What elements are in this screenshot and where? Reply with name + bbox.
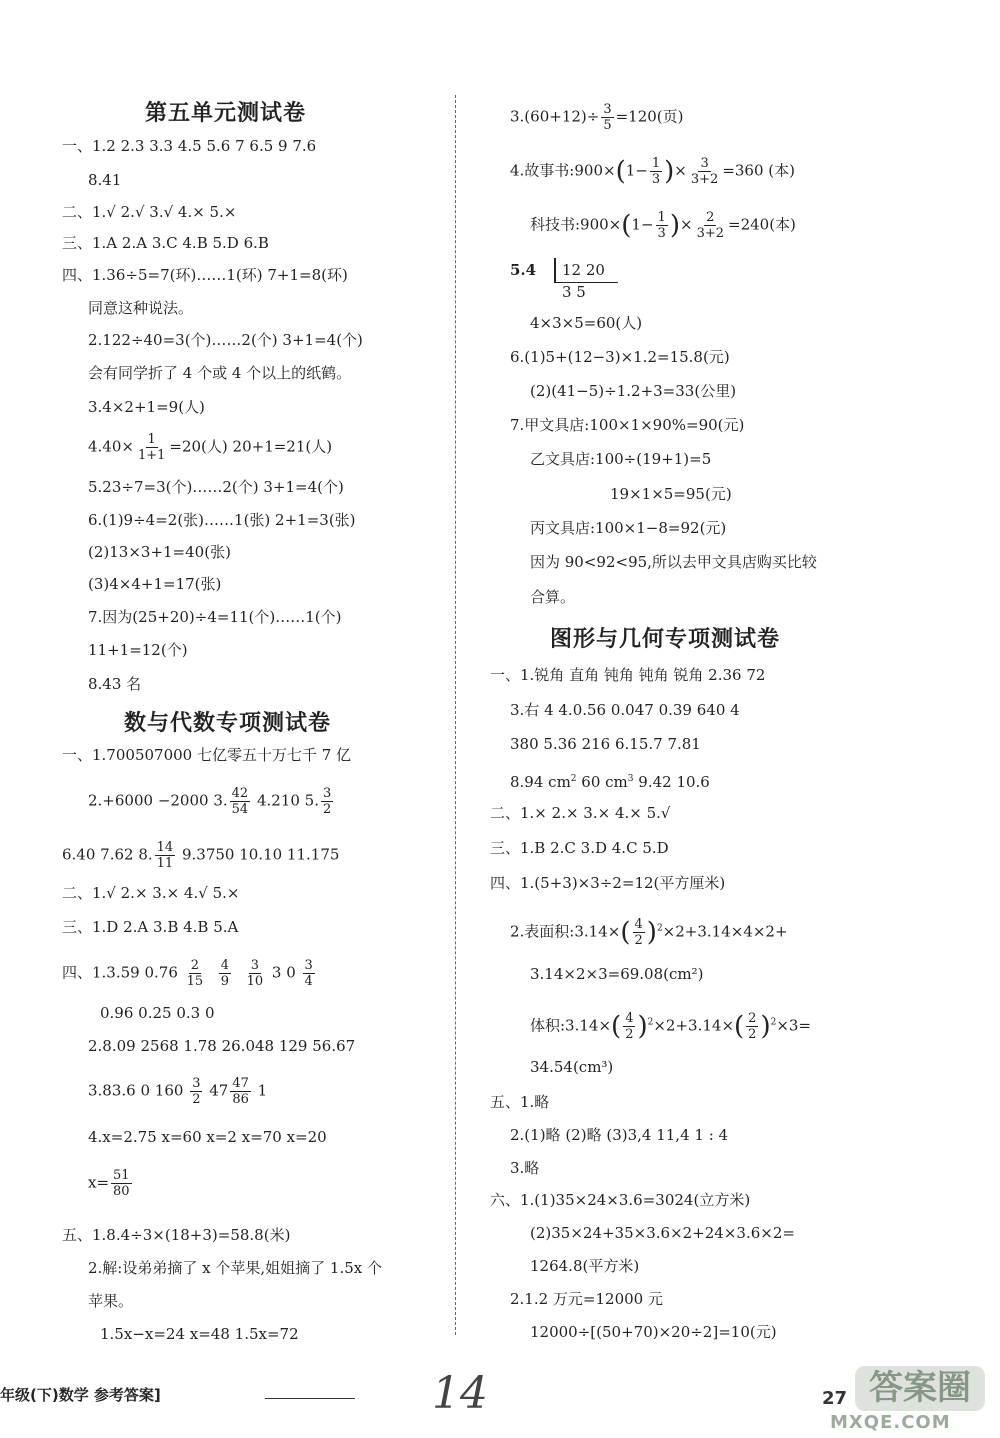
r-line-3 xyxy=(530,210,796,241)
alg-line-15: 1.5x−x=24 x=48 1.5x=72 xyxy=(100,1325,299,1343)
fraction: $\frac{47}{86}$ xyxy=(232,1076,249,1107)
g-line-11: 34.54(cm³) xyxy=(530,1058,614,1076)
alg-line-11 xyxy=(88,1168,134,1199)
alg-line-4: 二、1.√ 2.× 3.× 4.√ 5.× xyxy=(62,884,240,902)
alg-line-8: 2.8.09 2568 1.78 26.048 129 56.67 xyxy=(88,1037,356,1055)
text: 1− xyxy=(625,161,648,180)
r-line-9: 乙文具店:100÷(19+1)=5 xyxy=(530,450,712,468)
u5-line-14: (3)4×4+1=17(张) xyxy=(88,575,222,593)
alg-line-13: 2.解:设弟弟摘了 x 个苹果,姐姐摘了 1.5x 个 xyxy=(88,1259,382,1277)
r-line-8: 7.甲文具店:100×1×90%=90(元) xyxy=(510,416,745,434)
fraction: $\frac{51}{80}$ xyxy=(113,1168,130,1199)
text: x= xyxy=(88,1173,110,1192)
alg-line-2 xyxy=(88,786,335,817)
u5-line-15: 7.因为(25+20)÷4=11(个)……1(个) xyxy=(88,608,342,626)
fraction: $\frac{3}{3+2}$ xyxy=(690,156,719,187)
u5-line-4: 三、1.A 2.A 3.C 4.B 5.D 6.B xyxy=(62,234,269,252)
g-line-10 xyxy=(530,1011,811,1042)
u5-line-11: 5.23÷7=3(个)……2(个) 3+1=4(个) xyxy=(88,478,344,496)
g-line-5: 二、1.× 2.× 3.× 4.× 5.√ xyxy=(490,804,671,822)
g-line-9: 3.14×2×3=69.08(cm²) xyxy=(530,965,704,983)
fraction: $\frac{4}{2}$ xyxy=(634,917,643,948)
r-line-5: 4×3×5=60(人) xyxy=(530,314,643,332)
column-divider xyxy=(455,95,456,1335)
u5-line-2: 8.41 xyxy=(88,171,122,189)
g-line-12: 五、1.略 xyxy=(490,1093,550,1111)
watermark-url: MXQE.COM xyxy=(830,1412,951,1433)
text: ×3= xyxy=(776,1016,812,1035)
u5-line-9: 3.4×2+1=9(人) xyxy=(88,398,205,416)
g-line-16: (2)35×24+35×3.6×2+24×3.6×2= xyxy=(530,1224,795,1242)
text: =360 (本) xyxy=(722,161,795,180)
u5-line-1: 一、1.2 2.3 3.3 4.5 5.6 7 6.5 9 7.6 xyxy=(62,137,317,155)
g-line-4 xyxy=(510,769,710,792)
alg-line-3 xyxy=(62,840,339,871)
text: 3.83.6 0 160 xyxy=(88,1081,189,1100)
paren-open: ( xyxy=(615,156,626,187)
g-line-1: 一、1.锐角 直角 钝角 钝角 锐角 2.36 72 xyxy=(490,666,766,684)
fraction: $\frac{2}{15}$ xyxy=(186,958,204,989)
text: 4.210 5. xyxy=(252,791,319,810)
footer-label: 年级(下)数学 参考答案] xyxy=(0,1386,161,1404)
alg-line-10: 4.x=2.75 x=60 x=2 x=70 x=20 xyxy=(88,1128,327,1146)
fraction: $\frac{3}{5}$ xyxy=(603,102,612,133)
fraction: $\frac{2}{3+2}$ xyxy=(696,210,724,241)
g-line-18: 2.1.2 万元=12000 元 xyxy=(510,1290,663,1308)
text: 3.(60+12)÷ xyxy=(510,107,600,126)
page-number: 27 xyxy=(822,1388,848,1409)
g-line-15: 六、1.(1)35×24×3.6=3024(立方米) xyxy=(490,1191,751,1209)
fraction: $\frac{3}{4}$ xyxy=(304,958,313,989)
g-line-19: 12000÷[(50+70)×20÷2]=10(元) xyxy=(530,1323,777,1341)
text: ×2+3.14×4×2+ xyxy=(662,922,788,941)
g-line-7: 四、1.(5+3)×3÷2=12(平方厘米) xyxy=(490,874,726,892)
text: 8.94 cm xyxy=(510,773,571,791)
alg-line-9 xyxy=(88,1076,267,1107)
text: 9.3750 10.10 11.175 xyxy=(177,845,340,864)
alg-line-5: 三、1.D 2.A 3.B 4.B 5.A xyxy=(62,918,239,936)
r-line-13: 合算。 xyxy=(530,588,576,606)
u5-line-8: 会有同学折了 4 个或 4 个以上的纸鹤。 xyxy=(88,364,352,382)
u5-line-10 xyxy=(88,432,332,463)
fraction: $\frac{3}{10}$ xyxy=(246,958,264,989)
g-line-17: 1264.8(平方米) xyxy=(530,1257,640,1275)
u5-line-5: 四、1.36÷5=7(环)……1(环) 7+1=8(环) xyxy=(62,266,348,284)
paren-open: ( xyxy=(620,917,631,948)
paren-close: ) xyxy=(760,1011,771,1042)
alg-line-7: 0.96 0.25 0.3 0 xyxy=(100,1004,215,1022)
g-line-14: 3.略 xyxy=(510,1159,540,1177)
r-line-10: 19×1×5=95(元) xyxy=(610,485,732,503)
g-line-2: 3.右 4 4.0.56 0.047 0.39 640 4 xyxy=(510,701,740,719)
superscript: 2 xyxy=(647,1017,654,1028)
text: =120(页) xyxy=(615,107,684,126)
r-line-7: (2)(41−5)÷1.2+3=33(公里) xyxy=(530,382,737,400)
g-line-8 xyxy=(510,917,788,948)
division-dividend: 12 20 xyxy=(562,261,605,279)
paren-open: ( xyxy=(611,1011,622,1042)
text: 2.+6000 −2000 3. xyxy=(88,791,228,810)
u5-line-6: 同意这种说法。 xyxy=(88,299,194,317)
fraction: $\frac{3}{2}$ xyxy=(192,1076,201,1107)
r-line-2 xyxy=(510,156,795,187)
alg-line-14: 苹果。 xyxy=(88,1292,134,1310)
u5-l10-suffix: =20(人) 20+1=21(人) xyxy=(169,437,333,456)
fraction: $\frac{3}{2}$ xyxy=(323,786,332,817)
r-line-1 xyxy=(510,102,684,133)
superscript: 2 xyxy=(570,774,577,784)
paren-open: ( xyxy=(734,1011,745,1042)
text: ×2+3.14× xyxy=(653,1016,735,1035)
algebra-title: 数与代数专项测试卷 xyxy=(124,711,332,736)
fraction: $\frac{4}{2}$ xyxy=(625,1011,634,1042)
u5-line-7: 2.122÷40=3(个)……2(个) 3+1=4(个) xyxy=(88,331,363,349)
watermark-logo: 答案圈 xyxy=(855,1366,985,1411)
u5-line-3: 二、1.√ 2.√ 3.√ 4.× 5.× xyxy=(62,203,237,221)
fraction: $\frac{14}{11}$ xyxy=(156,840,174,871)
text: 科技书:900× xyxy=(530,215,622,234)
g-line-3: 380 5.36 216 6.15.7 7.81 xyxy=(510,735,701,753)
u5-line-12: 6.(1)9÷4=2(张)……1(张) 2+1=3(张) xyxy=(88,511,356,529)
text: 四、1.3.59 0.76 xyxy=(62,963,183,982)
unit5-title: 第五单元测试卷 xyxy=(145,101,307,126)
division-label: 5.4 xyxy=(510,261,537,279)
text: 9.42 10.6 xyxy=(633,773,710,791)
text: 60 cm xyxy=(576,773,628,791)
r-line-6: 6.(1)5+(12−3)×1.2=15.8(元) xyxy=(510,348,730,366)
superscript: 2 xyxy=(656,923,663,934)
text: 4.故事书:900× xyxy=(510,161,616,180)
alg-line-1: 一、1.700507000 七亿零五十万七千 7 亿 xyxy=(62,746,352,764)
short-division xyxy=(510,258,630,302)
text: 3 0 xyxy=(267,963,301,982)
r-line-11: 丙文具店:100×1−8=92(元) xyxy=(530,519,727,537)
division-quotient: 3 5 xyxy=(562,283,586,301)
superscript: 3 xyxy=(627,774,634,784)
text: 2.表面积:3.14× xyxy=(510,922,621,941)
u5-line-17: 8.43 名 xyxy=(88,675,142,693)
text: 1 xyxy=(252,1081,268,1100)
paren-close: ) xyxy=(646,917,657,948)
text: 1− xyxy=(631,215,654,234)
fraction: $\frac{1}{3}$ xyxy=(651,156,661,187)
g-line-13: 2.(1)略 (2)略 (3)3,4 11,4 1 : 4 xyxy=(510,1126,729,1144)
geometry-title: 图形与几何专项测试卷 xyxy=(550,627,781,652)
paren-open: ( xyxy=(621,210,632,241)
fraction: $\frac{1}{1+1}$ xyxy=(137,432,166,463)
fraction: $\frac{1}{3}$ xyxy=(657,210,666,241)
fraction: $\frac{4}{9}$ xyxy=(220,958,230,989)
text: 体积:3.14× xyxy=(530,1016,612,1035)
text: × xyxy=(674,161,687,180)
text: 47 xyxy=(204,1081,229,1100)
text: 6.40 7.62 8. xyxy=(62,845,153,864)
text: × xyxy=(679,215,693,234)
text: =240(本) xyxy=(728,215,796,234)
u5-l10-prefix: 4.40× xyxy=(88,437,134,456)
superscript: 2 xyxy=(770,1017,777,1028)
fraction: $\frac{2}{2}$ xyxy=(748,1011,757,1042)
paren-close: ) xyxy=(669,210,680,241)
u5-line-13: (2)13×3+1=40(张) xyxy=(88,543,231,561)
paren-close: ) xyxy=(637,1011,648,1042)
alg-line-6 xyxy=(62,958,317,989)
footer-rule xyxy=(265,1398,355,1399)
fraction: $\frac{42}{54}$ xyxy=(231,786,249,817)
r-line-12: 因为 90<92<95,所以去甲文具店购买比较 xyxy=(530,553,817,571)
handwritten-number: 14 xyxy=(432,1368,488,1419)
g-line-6: 三、1.B 2.C 3.D 4.C 5.D xyxy=(490,839,669,857)
paren-close: ) xyxy=(664,156,675,187)
alg-line-12: 五、1.8.4÷3×(18+3)=58.8(米) xyxy=(62,1226,291,1244)
u5-line-16: 11+1=12(个) xyxy=(88,641,188,659)
